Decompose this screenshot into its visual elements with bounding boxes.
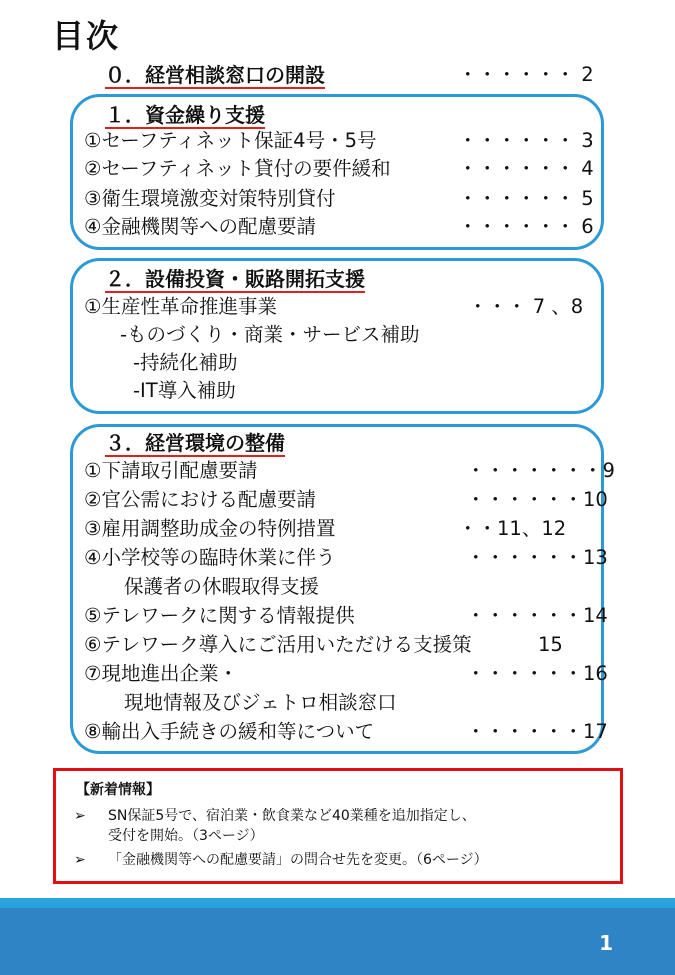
footer-stripe (0, 898, 675, 908)
footer-bar (0, 898, 675, 975)
section0-page: ・・・・・・ 2 (458, 63, 594, 86)
section3-item-cont: 現地情報及びジェトロ相談窓口 (124, 691, 397, 714)
section1-heading: １．資金繰り支援 (105, 103, 265, 127)
page-title: 目次 (52, 17, 121, 55)
section0-heading: ０．経営相談窓口の開設 (105, 63, 325, 87)
news-box: 【新着情報】 ➢ SN保証5号で、宿泊業・飲食業など40業種を追加指定し、 受付を開始。（3ページ） ➢ 「金融機関等への配慮要請」の問合せ先を変更。（6ページ） (53, 768, 623, 884)
section2-heading: ２．設備投資・販路開拓支援 (105, 267, 365, 291)
news-item-cont: 受付を開始。（3ページ） (108, 828, 264, 844)
section2-subitem: -IT導入補助 (133, 379, 236, 402)
section2-subitem: -ものづくり・商業・サービス補助 (120, 323, 420, 346)
section3-heading: ３．経営環境の整備 (105, 431, 285, 455)
page-number: 1 (599, 931, 613, 955)
section3-item-cont: 保護者の休暇取得支援 (124, 575, 320, 598)
section2-subitem: -持続化補助 (133, 351, 238, 374)
news-title: 【新着情報】 (76, 782, 160, 798)
arrow-bullet-icon: ➢ (74, 852, 86, 868)
arrow-bullet-icon: ➢ (74, 808, 86, 824)
